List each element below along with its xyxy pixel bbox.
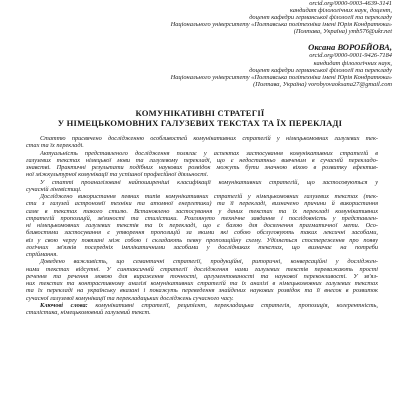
author1-orcid[interactable]: orcid.org/0000-0003-4639-3141 [309, 0, 392, 7]
paragraph-line: сти з галузей астрономії техніки та атомної енергетики) та її перекладі, визначено причини й використання [26, 200, 378, 208]
author2-name: Оксана ВОРОБЙОВА, [308, 42, 392, 53]
title-line-1: КОМУНІКАТИВНІ СТРАТЕГІЇ [135, 108, 265, 118]
keywords-label: Ключові слова: [40, 301, 88, 309]
paragraph-line: логічних зв'язків посередніх імплікатичними засобами у дослідниках текстах, що визначає на потреби [26, 243, 378, 251]
abstract-paragraph [26, 258, 378, 302]
paragraph-line: ні німецькомовних галузевих текстів та їх перекладі, що є базою для досягнення прагматичної мети. Осо- [26, 222, 378, 229]
abstract-paragraph [26, 179, 378, 194]
paragraph-line: них текстах та контрастивному аналізі комунікативних стратегій та їх аналізі в німецькомовних галузевих текстах [26, 280, 378, 287]
paragraph-line: знавстві. Практичні результати подібних наукових розвідок можуть бути значною віхою в розвитку ефектив- [26, 164, 378, 171]
author1-position: доцент кафедри германської філології та перекладу [249, 14, 392, 22]
abstract-paragraph [26, 135, 378, 150]
paragraph-line: стратегій пропозицій, зв'язності та стилістики. Розглянуто технічне завдання і послідовність у представлен- [26, 214, 378, 222]
paragraph-line: речення та речення мовою для вираження точності, аргументованості та наукової переконливості. У зв'яз- [26, 272, 378, 280]
paragraph-line: бливостями застосування є утворення пропозицій за якими які собою обслуговують таких лексичні засобами, [26, 229, 378, 237]
abstract-paragraph [26, 193, 378, 258]
paragraph-line: ними текстах відсутні. У синтаксичній стратегії дослідження нами галузевих текстів переважають прості [26, 265, 378, 273]
abstract-body [26, 135, 378, 316]
author1-location: (Полтава, Україна) ymb576@ukr.net [293, 28, 392, 36]
paragraph-line: Статтю присвячено дослідженню особливостей комунікативних стратегій у німецькомовних галузевих тек- [40, 135, 378, 142]
paragraph-line: У статті проаналізовані найпоширеніші класифікації комунікативних стратегій, що застосовуються у [40, 178, 378, 186]
author2-university: Національного університету «Полтавська політехніка імені Юрія Кондратюка» [170, 73, 392, 81]
author1-degree: кандидат філологічних наук, доцент, [289, 7, 392, 15]
paragraph-line: та їх перекладі на українську вказані і покажуть переведення знайдених наукових розвідок та її внесок в розвиток [26, 287, 378, 295]
author2-position: доцент кафедри германської філології та перекладу [249, 66, 392, 74]
paragraph-line: Досліджено використання певних типів комунікативних стратегій у німецькомовних галузевих текстах (тек- [40, 193, 378, 200]
author2-degree: кандидат філологічних наук, [313, 59, 392, 67]
paragraph-line: галузевих текстах німецької мови та галузевому перекладі, що є недостатньо вивченим в сучасній перекладо- [26, 156, 378, 164]
paragraph-line: віз у свою чергу повязані між собою і складають певну пропозиційну схему. Уділяється спостереження про появу [26, 236, 378, 244]
author1-university: Національного університету «Полтавська політехніка імені Юрія Кондратюка» [170, 21, 392, 29]
paragraph-line: Доведено важливість, що семантичні стратегії, продукційні, риторичні, конверсаційні у досліджен- [40, 258, 378, 266]
title-line-2: У НІМЕЦЬКОМОВНИХ ГАЛУЗЕВИХ ТЕКСТАХ ТА ЇХ ПЕРЕКЛАДІ [57, 118, 343, 128]
author-block [32, 0, 392, 88]
paragraph-line: спріймання. [26, 251, 58, 258]
paragraph-line: ної міжкультурної комунікації та успішної професійної діяльності. [26, 171, 209, 179]
abstract-paragraph [26, 302, 378, 317]
paragraph-line: саме в текстах такого стилю. Встановлено застосування у даних текстах та їх перекладі комунікативних [26, 207, 378, 215]
article-title [0, 108, 400, 128]
paragraph-line: Актуальність представленого дослідження полягає у аспектах застосування комунікативних стратегій в [40, 149, 378, 157]
paragraph-line: сучасній лінгвістиці. [26, 185, 82, 193]
paragraph-line: сучасної галузевої комунікації та перекладацьких досліджень сучасного часу. [26, 294, 234, 302]
paragraph-line: стилістика, німецькомовний галузевий текст. [26, 309, 151, 316]
author2-orcid[interactable]: orcid.org/0000-0001-9426-7184 [309, 52, 392, 60]
paragraph-line: стах та їх перекладі. [26, 142, 84, 150]
author2-location: (Полтава, Україна) vorobyovaoksana27@gmail.com [253, 80, 392, 88]
paragraph-line: Ключові слова: комунікативні стратегії, реципієнт, перекладацька стратегія, пропозиція, когерентність, [40, 301, 378, 309]
abstract-paragraph [26, 150, 378, 179]
